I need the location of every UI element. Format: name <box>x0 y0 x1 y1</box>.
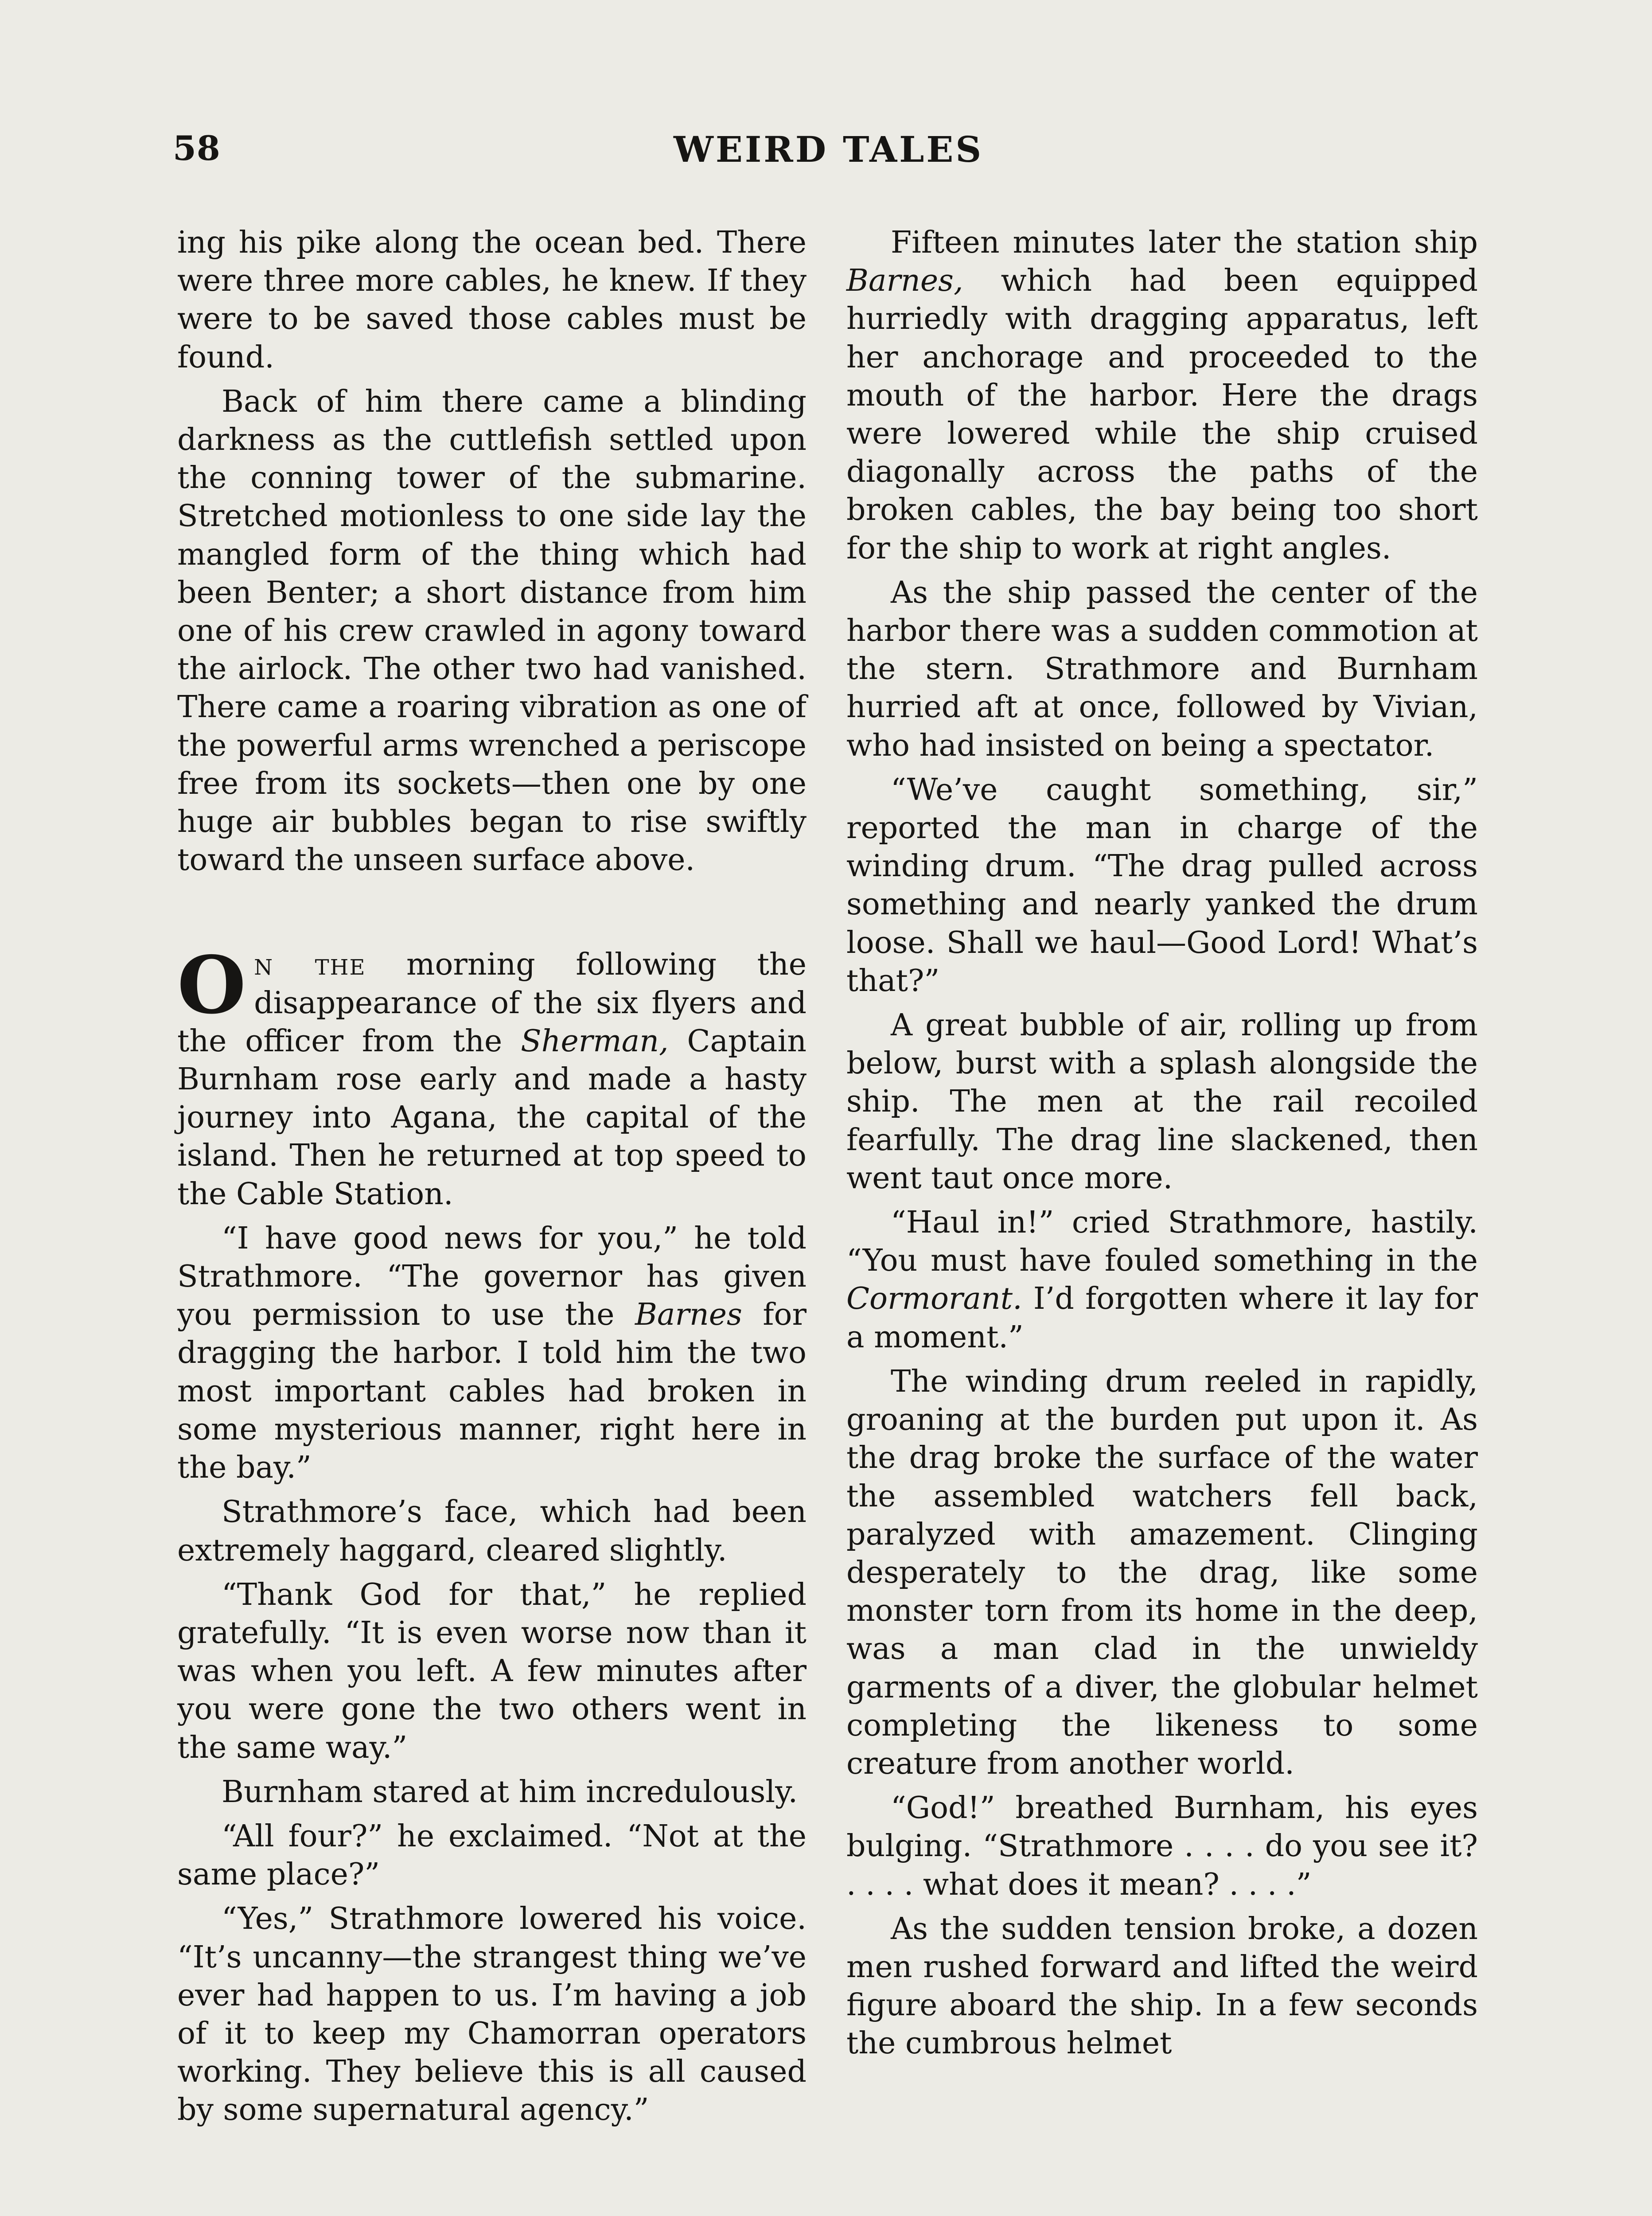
paragraph: Back of him there came a blinding darkness as the cuttlefish settled upon the conning tower of the submarine. Stretched motionless to one side lay the mangled form of the thing which had been Benter; a short distance from him one of his crew crawled in agony toward the airlock. The other two had vanished. There came a roaring vibration as one of the powerful arms wrenched a periscope free from its sockets—then one by one huge air bubbles began to rise swiftly toward the unseen surface above. <box>177 384 807 878</box>
paragraph-text: “Haul in!” cried Strathmore, hastily. “You must have fouled something in the <box>846 1205 1478 1279</box>
paragraph: A great bubble of air, rolling up from below, burst with a splash alongside the ship. The men at the rail recoiled fearfully. The drag line slackened, then went taut once more. <box>846 1008 1478 1196</box>
paragraph-text: for dragging the harbor. I told him the two most important cables had broken in some mysterious manner, right here in the bay.” <box>177 1297 807 1486</box>
paragraph <box>846 224 1478 568</box>
drop-cap: O <box>177 939 246 1032</box>
paragraph <box>177 1220 807 1487</box>
paragraph: “Yes,” Strathmore lowered his voice. “It’s uncanny—the strangest thing we’ve ever had happen to us. I’m having a job of it to keep my Chamorran operators working. They believe this is all caused by some supernatural agency.” <box>177 1901 807 2128</box>
paragraph: As the sudden tension broke, a dozen men rushed forward and lifted the weird figure aboard the ship. In a few seconds the cumbrous helmet <box>846 1911 1478 2061</box>
section-opening-paragraph <box>177 939 807 1213</box>
paragraph: ing his pike along the ocean bed. There were three more cables, he knew. If they were to be saved those cables must be found. <box>177 225 807 375</box>
italic-ship-name: Barnes, <box>846 263 963 299</box>
left-column <box>177 224 807 2130</box>
paragraph: “Thank God for that,” he replied gratefully. “It is even worse now than it was when you left. A few minutes after you were gone the two others went in the same way.” <box>177 1577 807 1765</box>
paragraph-text: morning following the disappearance of the six flyers and the officer from the <box>177 947 807 1059</box>
right-column <box>846 224 1478 2063</box>
paragraph: The winding drum reeled in rapidly, groaning at the burden put upon it. As the drag broke the surface of the water the assembled watchers fell back, paralyzed with amazement. Clinging desperately to the drag, like some monster torn from its home in the deep, was a man clad in the unwieldy garments of a diver, the globular helmet completing the likeness to some creature from another world. <box>846 1364 1478 1781</box>
italic-ship-name: Barnes <box>635 1297 742 1333</box>
paragraph-text: which had been equipped hurriedly with dragging apparatus, left her anchorage and proceeded to the mouth of the harbor. Here the drags were lowered while the ship cruised diagonally across the paths of the broken cables, the bay being too short for the ship to work at right angles. <box>846 263 1478 566</box>
paragraph: As the ship passed the center of the harbor there was a sudden commotion at the stern. Strathmore and Burnham hurried aft at once, followed by Vivian, who had insisted on being a spectator. <box>846 575 1478 763</box>
paragraph-text: Fifteen minutes later the station ship <box>891 225 1478 260</box>
paragraph: Strathmore’s face, which had been extremely haggard, cleared slightly. <box>177 1494 807 1568</box>
running-head-title: WEIRD TALES <box>674 129 984 170</box>
page-header <box>173 129 1484 177</box>
small-caps-lead: n the <box>254 947 366 983</box>
italic-ship-name: Cormorant. <box>846 1281 1022 1317</box>
paragraph: “We’ve caught something, sir,” reported the man in charge of the winding drum. “The drag pulled across something and nearly yanked the drum loose. Shall we haul—Good Lord! What’s that?” <box>846 772 1478 999</box>
paragraph: “God!” breathed Burnham, his eyes bulging. “Strathmore . . . . do you see it? . . . . what does it mean? . . . .” <box>846 1791 1478 1902</box>
paragraph-text: I’d forgotten where it lay for a moment.” <box>846 1281 1478 1355</box>
paragraph: Burnham stared at him incredulously. <box>222 1774 798 1810</box>
italic-ship-name: Sherman, <box>521 1023 669 1059</box>
paragraph-text: “I have good news for you,” he told Strathmore. “The governor has given you permission to use the <box>177 1221 807 1333</box>
page-number: 58 <box>173 129 221 168</box>
paragraph: “All four?” he exclaimed. “Not at the same place?” <box>177 1818 807 1892</box>
paragraph <box>846 1204 1478 1357</box>
paragraph-text: Captain Burnham rose early and made a hasty journey into Agana, the capital of the island. Then he returned at top speed to the Cable Station. <box>177 1023 807 1212</box>
